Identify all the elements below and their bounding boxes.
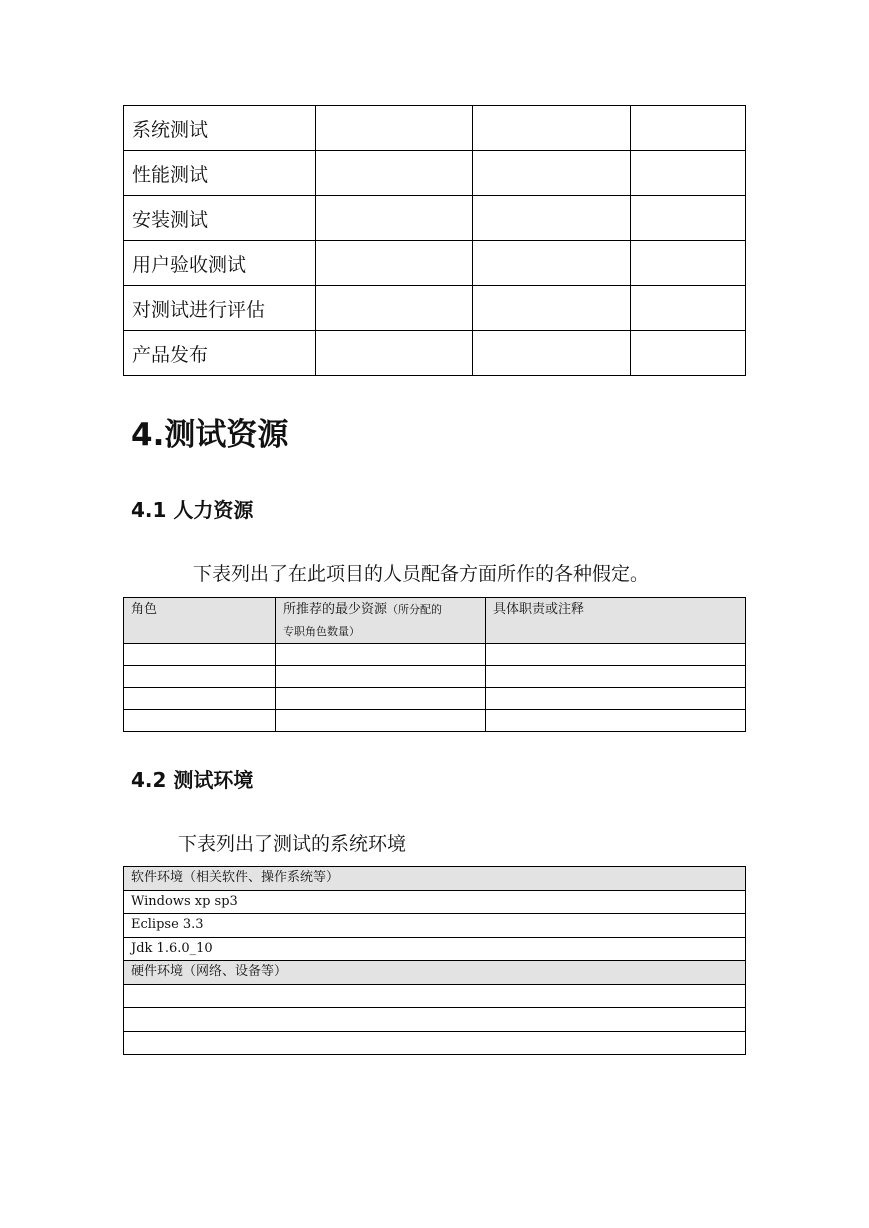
section-4-2-intro: 下表列出了测试的系统环境: [178, 833, 407, 855]
empty-cell: [486, 644, 746, 666]
empty-cell: [486, 666, 746, 688]
empty-cell: [473, 106, 631, 151]
table-row: [124, 937, 746, 961]
table-row: [124, 890, 746, 914]
schedule-task-cell: 性能测试: [124, 151, 316, 196]
empty-cell: [124, 644, 276, 666]
hardware-environment-header: 硬件环境（网络、设备等）: [124, 961, 746, 985]
section-4-heading: 4.测试资源: [131, 417, 289, 453]
table-row: [124, 914, 746, 938]
schedule-task-cell: 对测试进行评估: [124, 286, 316, 331]
schedule-task-cell: 系统测试: [124, 106, 316, 151]
table-row: [124, 644, 746, 666]
table-row: [124, 1008, 746, 1032]
schedule-task-cell: 安装测试: [124, 196, 316, 241]
test-schedule-table: [123, 105, 746, 376]
human-resources-table: [123, 597, 746, 732]
column-header-resources: [276, 598, 486, 644]
empty-cell: [473, 241, 631, 286]
empty-cell: [276, 644, 486, 666]
table-row: [124, 710, 746, 732]
empty-cell: [276, 710, 486, 732]
table-row: [124, 106, 746, 151]
empty-cell: [124, 710, 276, 732]
empty-cell: [631, 241, 746, 286]
section-4-1-heading: 4.1 人力资源: [131, 498, 254, 522]
empty-cell: [276, 666, 486, 688]
test-environment-table: [123, 866, 746, 1055]
empty-cell: [316, 151, 473, 196]
resources-header-main: 所推荐的最少资源: [283, 602, 388, 617]
empty-cell: [473, 331, 631, 376]
empty-cell: [316, 286, 473, 331]
empty-cell: [316, 106, 473, 151]
empty-cell: [631, 106, 746, 151]
table-row: [124, 241, 746, 286]
empty-cell: [276, 688, 486, 710]
empty-cell: [473, 196, 631, 241]
column-header-duties: 具体职责或注释: [486, 598, 746, 644]
empty-cell: [316, 196, 473, 241]
empty-cell: [631, 196, 746, 241]
section-4-2-heading: 4.2 测试环境: [131, 768, 254, 792]
software-section-row: [124, 867, 746, 891]
column-header-role: 角色: [124, 598, 276, 644]
empty-cell: [473, 286, 631, 331]
table-row: [124, 331, 746, 376]
resources-header-note: （所分配的: [387, 603, 443, 616]
table-row: [124, 688, 746, 710]
table-row: [124, 1031, 746, 1055]
table-row: [124, 196, 746, 241]
empty-cell: [124, 666, 276, 688]
empty-cell: [316, 241, 473, 286]
schedule-task-cell: 用户验收测试: [124, 241, 316, 286]
empty-cell: [631, 286, 746, 331]
table-row: [124, 984, 746, 1008]
empty-cell: [486, 688, 746, 710]
section-4-1-intro: 下表列出了在此项目的人员配备方面所作的各种假定。: [193, 563, 650, 585]
empty-cell: [124, 1008, 746, 1032]
empty-cell: [486, 710, 746, 732]
software-item: Eclipse 3.3: [124, 914, 746, 938]
table-header-row: [124, 598, 746, 644]
hardware-section-row: [124, 961, 746, 985]
resources-header-note-line2: 专职角色数量）: [283, 625, 360, 638]
empty-cell: [631, 331, 746, 376]
empty-cell: [473, 151, 631, 196]
empty-cell: [316, 331, 473, 376]
empty-cell: [124, 1031, 746, 1055]
schedule-task-cell: 产品发布: [124, 331, 316, 376]
empty-cell: [124, 984, 746, 1008]
software-environment-header: 软件环境（相关软件、操作系统等）: [124, 867, 746, 891]
table-row: [124, 286, 746, 331]
table-row: [124, 151, 746, 196]
table-row: [124, 666, 746, 688]
empty-cell: [124, 688, 276, 710]
software-item: Jdk 1.6.0_10: [124, 937, 746, 961]
empty-cell: [631, 151, 746, 196]
software-item: Windows xp sp3: [124, 890, 746, 914]
